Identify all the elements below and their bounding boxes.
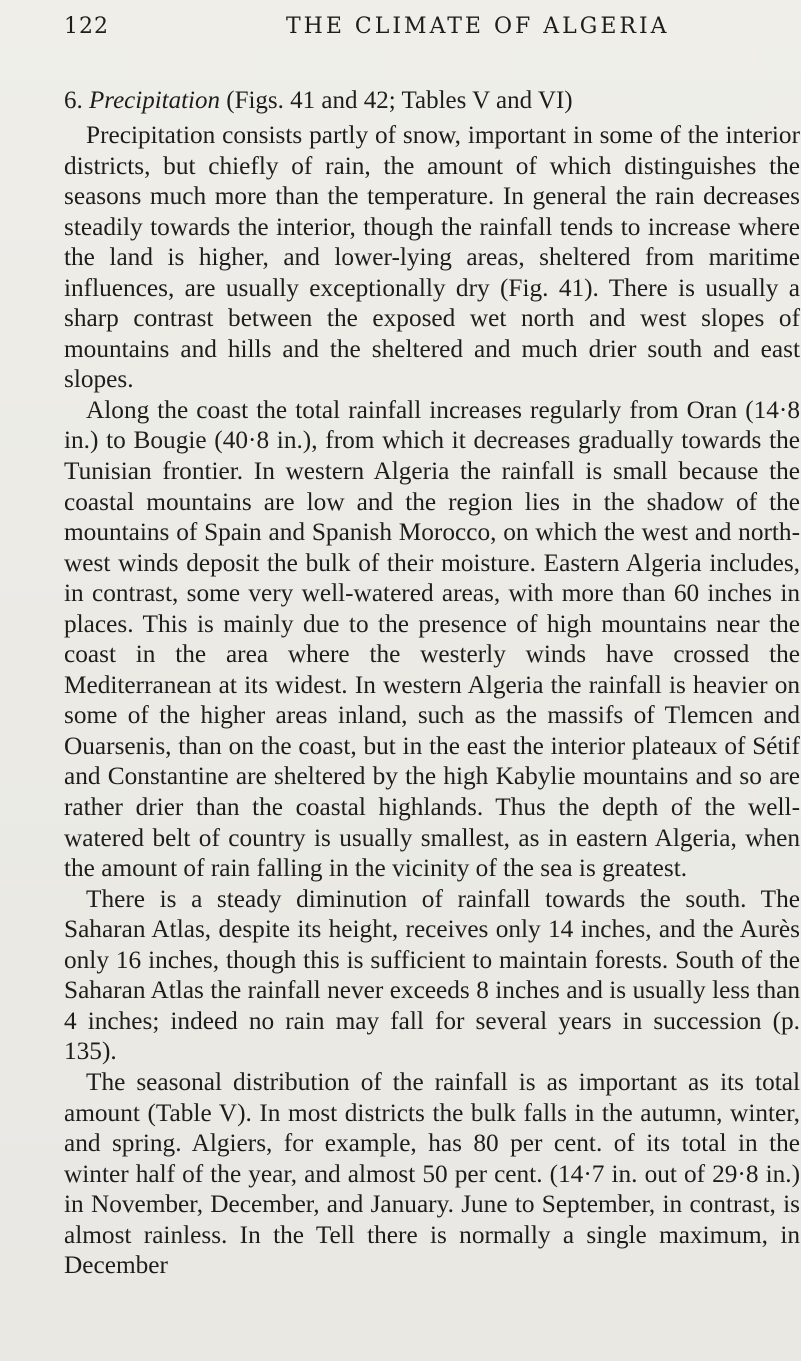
- page-number: 122: [64, 14, 109, 39]
- section-heading: [64, 82, 800, 120]
- section-references: (Figs. 41 and 42; Tables V and VI): [226, 87, 573, 114]
- running-title: THE CLIMATE OF ALGERIA: [286, 14, 670, 39]
- paragraph-coastal-rainfall: Along the coast the total rainfall increases regularly from Oran (14·8 in.) to Bougie (40·8 in.), from which it decreases gradually towards the Tunisian frontier. In western Algeria the rainfall is small because the coastal mountains are low and the region lies in the shadow of the mountains of Spain and Spanish Morocco, on which the west and north-west winds deposit the bulk of their moisture. Eastern Algeria includes, in contrast, some very well-watered areas, with more than 60 inches in places. This is mainly due to the presence of high mountains near the coast in the area where the westerly winds have crossed the Mediterranean at its widest. In western Algeria the rainfall is heavier on some of the higher areas inland, such as the massifs of Tlemcen and Ouarsenis, than on the coast, but in the east the interior plateaux of Sétif and Constantine are sheltered by the high Kabylie mountains and so are rather drier than the coastal highlands. Thus the depth of the well-watered belt of country is usually smallest, as in eastern Algeria, when the amount of rain falling in the vicinity of the sea is greatest.: [64, 395, 800, 883]
- paragraph-precipitation-overview: Precipitation consists partly of snow, important in some of the interior districts, but chiefly of rain, the amount of which distinguishes the seasons much more than the temperature. In general the rain decreases steadily towards the interior, though the rainfall tends to increase where the land is higher, and lower-lying areas, sheltered from maritime influences, are usually exceptionally dry (Fig. 41). There is usually a sharp contrast between the exposed wet north and west slopes of mountains and hills and the sheltered and much drier south and east slopes.: [64, 121, 800, 394]
- section-number: 6.: [64, 87, 83, 114]
- running-head: [64, 14, 784, 50]
- section-title: Precipitation: [89, 87, 220, 114]
- paragraph-southern-diminution: There is a steady diminution of rainfall towards the south. The Saharan Atlas, despite its height, receives only 14 inches, and the Aurès only 16 inches, though this is sufficient to maintain forests. South of the Saharan Atlas the rainfall never exceeds 8 inches and is usually less than 4 inches; indeed no rain may fall for several years in succession (p. 135).: [64, 884, 800, 1066]
- paragraph-seasonal-distribution: The seasonal distribution of the rainfall is as important as its total amount (Table V). In most districts the bulk falls in the autumn, winter, and spring. Algiers, for example, has 80 per cent. of its total in the winter half of the year, and almost 50 per cent. (14·7 in. out of 29·8 in.) in November, December, and January. June to September, in contrast, is almost rainless. In the Tell there is normally a single maximum, in December: [64, 1067, 800, 1280]
- page-body: [64, 64, 800, 1281]
